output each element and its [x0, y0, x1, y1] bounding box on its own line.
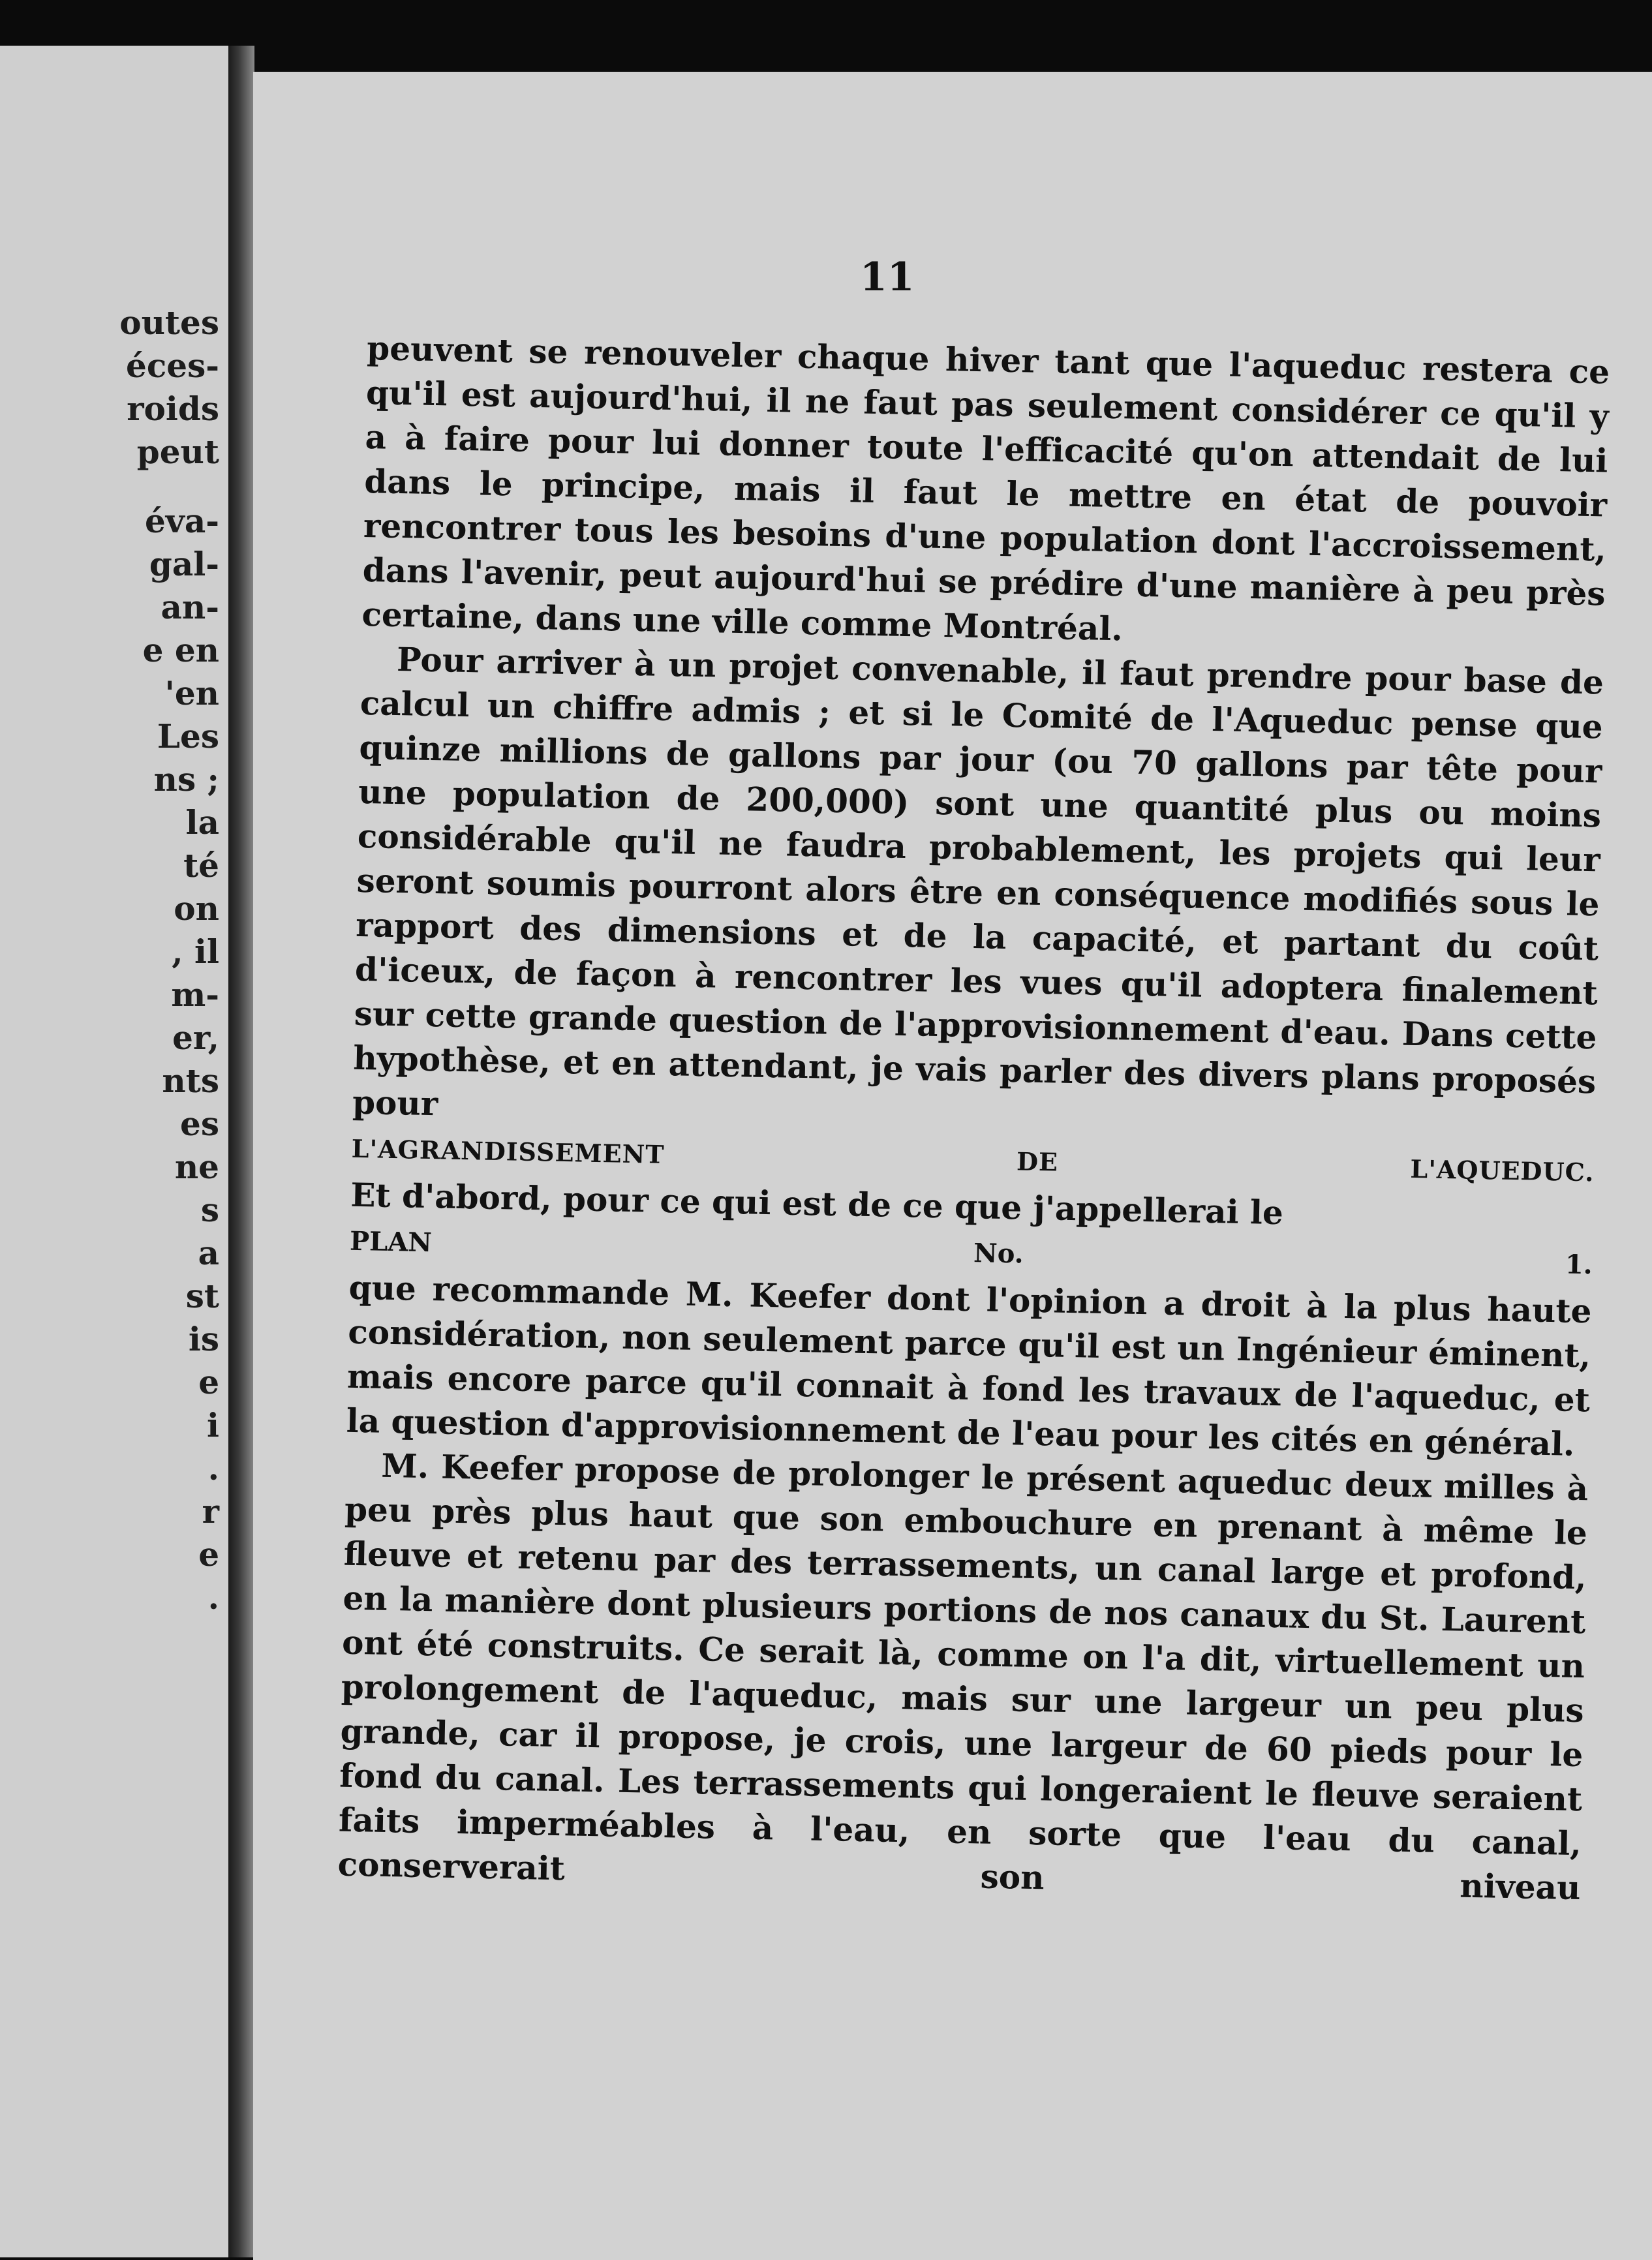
left-page-fragment: éces- [126, 346, 219, 385]
left-page-fragment: is [188, 1320, 219, 1358]
left-page-fragment: r [202, 1492, 219, 1531]
paragraph-projet: Pour arriver à un projet convenable, il faut prendre pour base de calcul un chiffre admis ; et si le Comité de l'Aqueduc pense que quinze millions de gallons par jour (ou 70 gallons par tête pour une population de 200,000) sont une quantité plus ou moins considérable qu'il ne faudra probablement, les projets qui leur seront soumis pourront alors être en conséquence modifiés sous le rapport des dimensions et de la capacité, et partant du coût d'iceux, de façon à rencontrer les vues qu'il adoptera finalement sur cette grande question de l'approvisionnement d'eau. Dans cette hypothèse, et en attendant, je vais parler des divers plans proposés pour [352, 639, 1604, 1123]
left-page-fragment: s [200, 1191, 219, 1229]
left-page-fragment: 'en [164, 674, 219, 712]
section-heading-agrandissement: L'AGRANDISSEMENT DE L'AQUEDUC. [351, 1133, 1595, 1187]
document-page [253, 72, 1652, 2260]
left-page-fragment: e en [142, 631, 219, 669]
left-facing-page [0, 46, 228, 2257]
left-page-fragment: on [174, 889, 219, 928]
left-page-fragment: i [207, 1406, 219, 1444]
left-page-fragment: peut [136, 433, 219, 471]
left-page-fragment: té [183, 846, 219, 885]
left-page-fragment: e [198, 1363, 219, 1401]
left-page-fragment: roids [127, 389, 219, 428]
left-page-fragment: e [198, 1535, 219, 1574]
left-page-fragment: Les [157, 717, 219, 756]
left-page-fragment: an- [161, 588, 219, 626]
left-page-fragment: es [180, 1105, 219, 1143]
page-number: 11 [860, 254, 915, 300]
paragraph-continuation: peuvent se renouveler chaque hiver tant que l'aqueduc restera ce qu'il est aujourd'hui, il ne faut pas seulement considérer ce qu'il y a à faire pour lui donner toute l'efficacité qu'on attendait de lui dans le principe, mais il faut le mettre en état de pouvoir rencontrer tous les besoins d'une population dont l'accroissement, dans l'avenir, peut aujourd'hui se prédire d'une manière à peu près certaine, dans une ville comme Montréal. [361, 328, 1610, 649]
paragraph-intro-plan: Et d'abord, pour ce qui est de ce que j'appellerai le [350, 1175, 1284, 1232]
left-page-fragment: éva- [144, 502, 219, 540]
left-page-fragment: , il [172, 932, 219, 971]
section-heading-plan-1: PLAN No. 1. [349, 1225, 1593, 1281]
left-page-fragment: m- [171, 975, 219, 1014]
left-page-fragment: nts [162, 1061, 219, 1100]
page-body [337, 326, 1610, 1910]
left-page-fragment: ns ; [153, 760, 219, 799]
paragraph-keefer-proposal: M. Keefer propose de prolonger le présent aqueduc deux milles à peu près plus haut que son embouchure en prenant à même le fleuve et retenu par des terrassements, un canal large et profond, en la manière dont plusieurs portions de nos canaux du St. Laurent ont été construits. Ce serait là, comme on l'a dit, virtuellement un prolongement de l'aqueduc, mais sur une largeur un peu plus grande, car il propose, je crois, une largeur de 60 pieds pour le fond du canal. Les terrassements qui longeraient le fleuve seraient faits imperméables à l'eau, en sorte que l'eau du canal, conserverait son niveau [337, 1446, 1589, 1908]
left-page-fragment: ne [174, 1148, 219, 1186]
left-page-fragment: . [207, 1449, 219, 1488]
book-gutter [228, 46, 254, 2257]
paragraph-keefer-opinion: que recommande M. Keefer dont l'opinion a droit à la plus haute considération, non seulement parce qu'il est un Ingénieur éminent, mais encore parce qu'il connait à fond les travaux de l'aqueduc, et la question d'approvisionnement de l'eau pour les cités en général. [346, 1268, 1592, 1463]
left-page-fragment: la [185, 803, 219, 842]
left-page-fragment: st [185, 1277, 219, 1315]
left-page-fragment: outes [119, 303, 219, 342]
left-page-fragment: gal- [149, 545, 219, 583]
left-page-fragment: er, [172, 1018, 219, 1057]
left-page-fragment: a [198, 1234, 219, 1272]
left-page-fragment: . [207, 1578, 219, 1617]
